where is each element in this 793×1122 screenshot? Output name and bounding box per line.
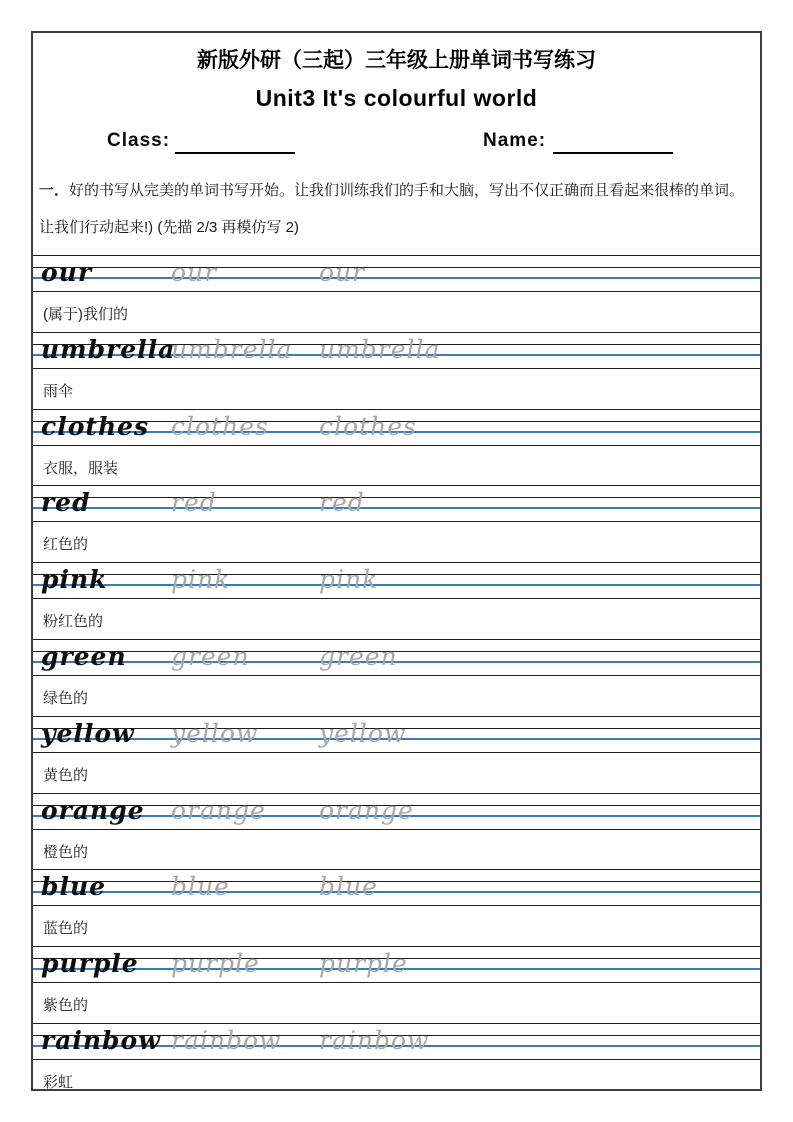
word-trace-2: clothes: [319, 412, 417, 441]
word-row: [33, 409, 760, 486]
word-row: [33, 716, 760, 793]
word-translation: 雨伞: [43, 383, 74, 400]
grid-baseline-blue: [33, 891, 760, 893]
word-trace-2: pink: [319, 565, 379, 594]
word-translation: 紫色的: [43, 997, 89, 1014]
word-trace-1: blue: [171, 872, 230, 901]
word-translation: (属于)我们的: [43, 306, 128, 323]
grid-middle-line: [33, 881, 760, 882]
grid-top-line: [33, 562, 760, 563]
word-translation: 蓝色的: [43, 920, 89, 937]
word-row: [33, 562, 760, 639]
name-blank-line: [553, 152, 673, 154]
word-trace-1: umbrella: [171, 335, 293, 364]
word-sample: blue: [41, 872, 107, 901]
writing-grid: [33, 1023, 760, 1060]
word-trace-2: our: [319, 258, 366, 287]
word-row: [33, 946, 760, 1023]
word-trace-1: orange: [171, 796, 266, 825]
writing-grid: [33, 562, 760, 599]
grid-top-line: [33, 869, 760, 870]
word-sample: red: [41, 488, 91, 517]
grid-middle-line: [33, 497, 760, 498]
grid-top-line: [33, 485, 760, 486]
instructions-marker: 一．: [39, 182, 70, 199]
word-trace-1: our: [171, 258, 218, 287]
class-label: Class:: [107, 130, 171, 151]
word-sample: our: [41, 258, 93, 287]
grid-top-line: [33, 716, 760, 717]
page-title: 新版外研（三起）三年级上册单词书写练习: [197, 49, 596, 72]
word-trace-2: umbrella: [319, 335, 441, 364]
writing-grid: [33, 639, 760, 676]
grid-top-line: [33, 255, 760, 256]
writing-grid: [33, 255, 760, 292]
word-row: [33, 485, 760, 562]
word-trace-1: rainbow: [171, 1026, 282, 1055]
word-trace-2: blue: [319, 872, 378, 901]
word-trace-2: red: [319, 488, 365, 517]
word-translation: 彩虹: [43, 1074, 74, 1089]
writing-grid: [33, 332, 760, 369]
grid-baseline-blue: [33, 584, 760, 586]
word-trace-2: orange: [319, 796, 414, 825]
writing-grid: [33, 793, 760, 830]
word-trace-1: clothes: [171, 412, 269, 441]
grid-top-line: [33, 409, 760, 410]
writing-grid: [33, 716, 760, 753]
grid-top-line: [33, 793, 760, 794]
word-translation: 橙色的: [43, 844, 89, 861]
word-row: [33, 639, 760, 716]
worksheet-page: [33, 33, 760, 1089]
grid-baseline-blue: [33, 277, 760, 279]
word-sample: pink: [41, 565, 108, 594]
word-translation: 绿色的: [43, 690, 89, 707]
word-translation: 粉红色的: [43, 613, 104, 630]
word-row: [33, 332, 760, 409]
word-row: [33, 869, 760, 946]
word-translation: 衣服，服装: [43, 460, 119, 477]
name-label: Name:: [483, 130, 547, 151]
grid-baseline-blue: [33, 507, 760, 509]
word-trace-2: green: [319, 642, 398, 671]
grid-middle-line: [33, 574, 760, 575]
grid-top-line: [33, 1023, 760, 1024]
grid-middle-line: [33, 267, 760, 268]
word-row: [33, 1023, 760, 1089]
word-sample: orange: [41, 796, 145, 825]
word-trace-1: purple: [171, 949, 260, 978]
worksheet-border: [31, 31, 762, 1091]
class-blank-line: [175, 152, 295, 154]
word-sample: umbrella: [41, 335, 176, 364]
writing-grid: [33, 485, 760, 522]
word-sample: purple: [41, 949, 139, 978]
writing-grid: [33, 869, 760, 906]
writing-grid: [33, 946, 760, 983]
unit-subtitle: Unit3 It's colourful world: [255, 85, 538, 111]
instructions-text: 好的书写从完美的单词书写开始。让我们训练我们的手和大脑，写出不仅正确而且看起来很棒的单词。让我们行动起来!) (先描 2/3 再模仿写 2): [39, 182, 745, 236]
word-translation: 黄色的: [43, 767, 89, 784]
word-sample: yellow: [41, 719, 135, 748]
word-trace-2: yellow: [319, 719, 407, 748]
word-translation: 红色的: [43, 536, 89, 553]
word-row: [33, 255, 760, 332]
word-trace-1: yellow: [171, 719, 259, 748]
word-trace-1: pink: [171, 565, 231, 594]
word-sample: rainbow: [41, 1026, 161, 1055]
grid-top-line: [33, 332, 760, 333]
word-trace-1: red: [171, 488, 217, 517]
word-trace-1: green: [171, 642, 250, 671]
word-trace-2: rainbow: [319, 1026, 430, 1055]
writing-grid: [33, 409, 760, 446]
word-row: [33, 793, 760, 870]
instructions: [39, 172, 755, 246]
grid-top-line: [33, 946, 760, 947]
word-trace-2: purple: [319, 949, 408, 978]
word-sample: green: [41, 642, 127, 671]
grid-top-line: [33, 639, 760, 640]
word-sample: clothes: [41, 412, 150, 441]
